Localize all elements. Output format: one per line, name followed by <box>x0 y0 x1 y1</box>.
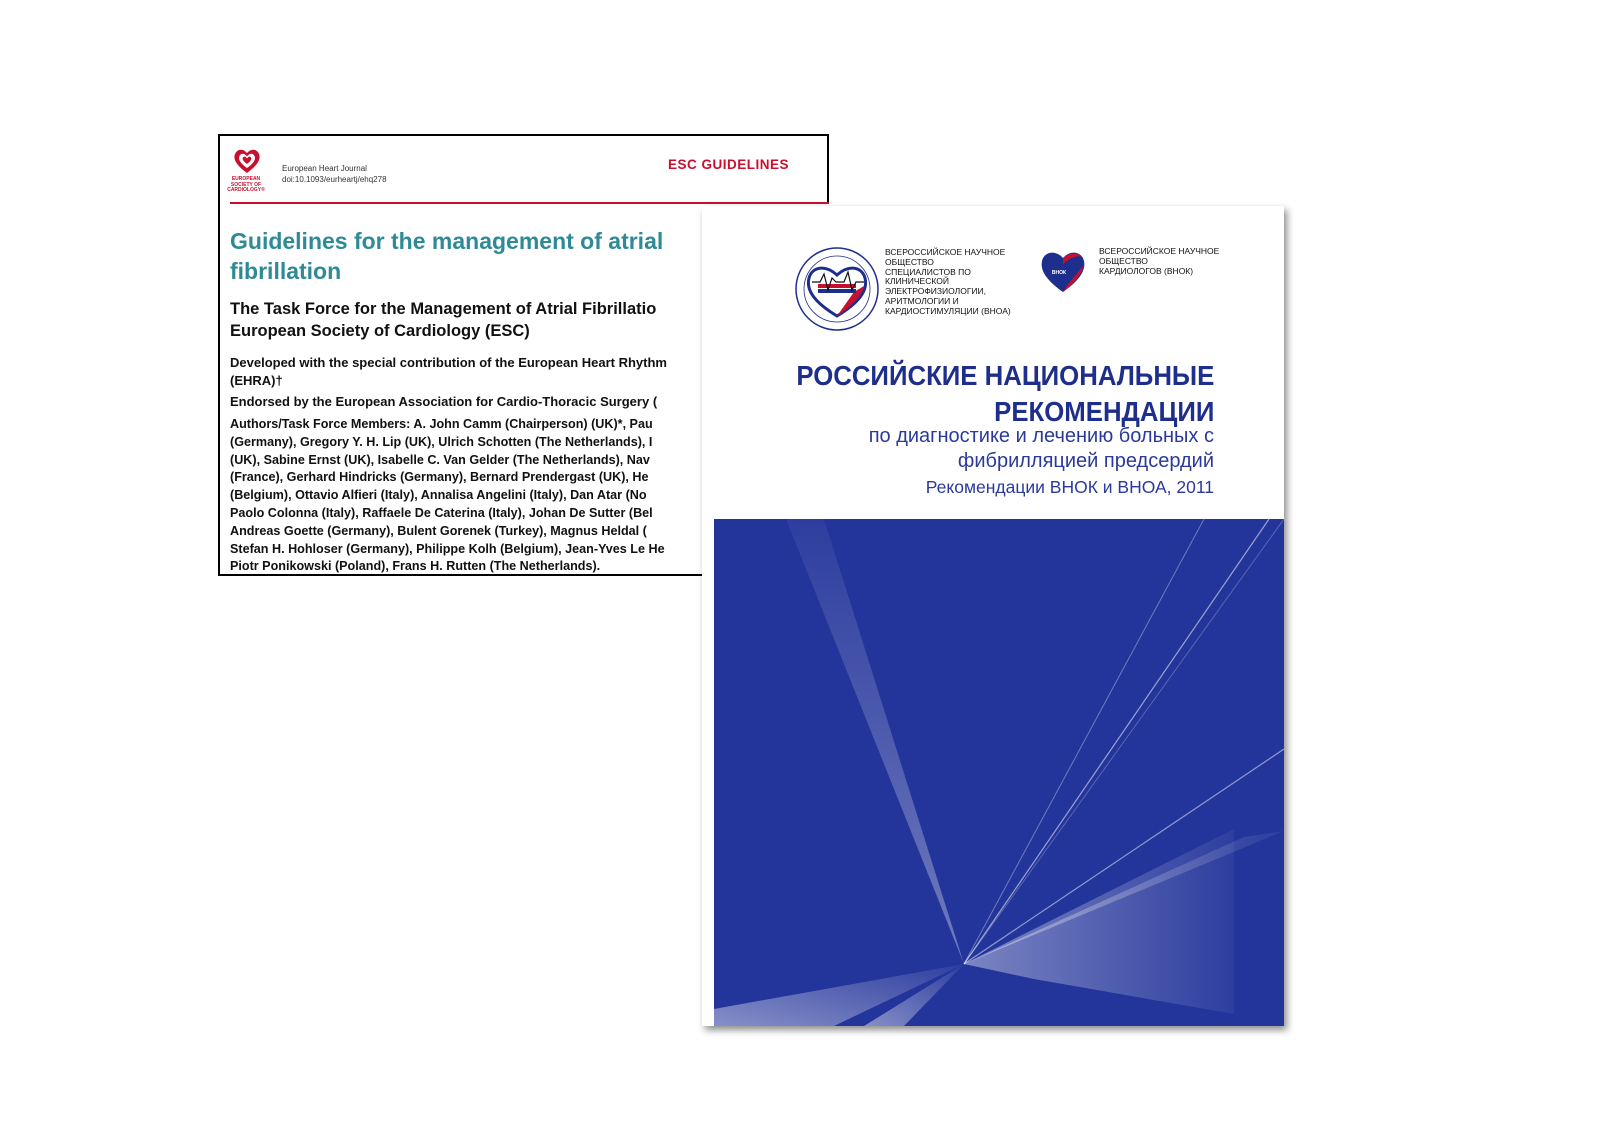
esc-logo <box>226 146 266 194</box>
org-line: ОБЩЕСТВО <box>885 256 934 267</box>
developed-line: Developed with the special contribution of the European Heart Rhythm <box>230 355 667 370</box>
light-rays-graphic <box>714 519 1284 1026</box>
authors-line: Paolo Colonna (Italy), Raffaele De Caterina (Italy), Johan De Sutter (Bel <box>230 505 653 520</box>
section-label: ESC GUIDELINES <box>667 157 789 172</box>
logo-text-line: EUROPEAN <box>231 176 261 182</box>
endorsed-by: Endorsed by the European Association for Cardio-Thoracic Surgery ( <box>230 394 658 409</box>
authors-line: (France), Gerhard Hindricks (Germany), Bernard Prendergast (UK), He <box>230 470 649 485</box>
vnoa-emblem-icon <box>794 246 880 332</box>
subtitle-line: фибрилляцией предсердий <box>957 450 1214 472</box>
cover-edition-year: Рекомендации ВНОК и ВНОА, 2011 <box>925 477 1214 497</box>
title-line: fibrillation <box>230 258 342 284</box>
authors-line: Andreas Goette (Germany), Bulent Gorenek (Turkey), Magnus Heldal ( <box>230 523 647 538</box>
authors-line: Stefan H. Hohloser (Germany), Philippe Kolh (Belgium), Jean-Yves Le He <box>230 541 665 556</box>
org-line: КАРДИОЛОГОВ (ВНОК) <box>1099 265 1194 276</box>
journal-info <box>282 163 387 185</box>
org-line: СПЕЦИАЛИСТОВ ПО <box>885 266 971 277</box>
subtitle-line: The Task Force for the Management of Atrial Fibrillatio <box>230 300 657 318</box>
title-line: РОССИЙСКИЕ НАЦИОНАЛЬНЫЕ <box>796 360 1214 391</box>
subtitle-line: по диагностике и лечению больных с <box>868 425 1214 447</box>
header-divider <box>230 202 829 204</box>
vnok-heart-logo-icon <box>1038 248 1088 294</box>
cover-blue-panel <box>714 519 1284 1026</box>
journal-name: European Heart Journal <box>282 164 367 173</box>
cover-subtitle <box>869 424 1214 474</box>
logo-text-line: SOCIETY OF <box>230 181 262 188</box>
title-line: РЕКОМЕНДАЦИИ <box>993 396 1214 427</box>
org-line: АРИТМОЛОГИИ И <box>885 295 959 306</box>
org-line: ВСЕРОССИЙСКОЕ НАУЧНОЕ <box>885 247 1006 257</box>
vnok-org-name <box>1099 247 1249 276</box>
vnoa-org-name <box>885 248 1025 317</box>
journal-doi: doi:10.1093/eurheartj/ehq278 <box>282 175 387 184</box>
heart-icon <box>232 146 262 176</box>
cover-title <box>796 358 1214 430</box>
authors-line: (UK), Sabine Ernst (UK), Isabelle C. Van Gelder (The Netherlands), Nav <box>230 452 650 467</box>
authors-line: (Germany), Gregory Y. H. Lip (UK), Ulrich Schotten (The Netherlands), I <box>230 434 653 449</box>
subtitle-line: European Society of Cardiology (ESC) <box>230 322 530 340</box>
vnok-logo-text: ВНОК <box>1051 270 1067 276</box>
authors-line: Authors/Task Force Members: A. John Camm (Chairperson) (UK)*, Pau <box>230 417 653 431</box>
title-line: Guidelines for the management of atrial <box>230 228 664 254</box>
ru-recommendations-cover <box>702 206 1284 1026</box>
org-line: ОБЩЕСТВО <box>1099 255 1148 266</box>
authors-line: Piotr Ponikowski (Poland), Frans H. Rutten (The Netherlands). <box>230 559 601 574</box>
org-line: ЭЛЕКТРОФИЗИОЛОГИИ, <box>885 286 987 297</box>
authors-line: (Belgium), Ottavio Alfieri (Italy), Annalisa Angelini (Italy), Dan Atar (No <box>230 488 647 503</box>
org-line: ВСЕРОССИЙСКОЕ НАУЧНОЕ <box>1099 246 1220 256</box>
developed-line: (EHRA)† <box>230 373 283 388</box>
logo-text-line: CARDIOLOGY® <box>227 187 265 193</box>
org-line: КАРДИОСТИМУЛЯЦИИ (ВНОА) <box>885 305 1011 316</box>
org-line: КЛИНИЧЕСКОЙ <box>885 276 949 287</box>
